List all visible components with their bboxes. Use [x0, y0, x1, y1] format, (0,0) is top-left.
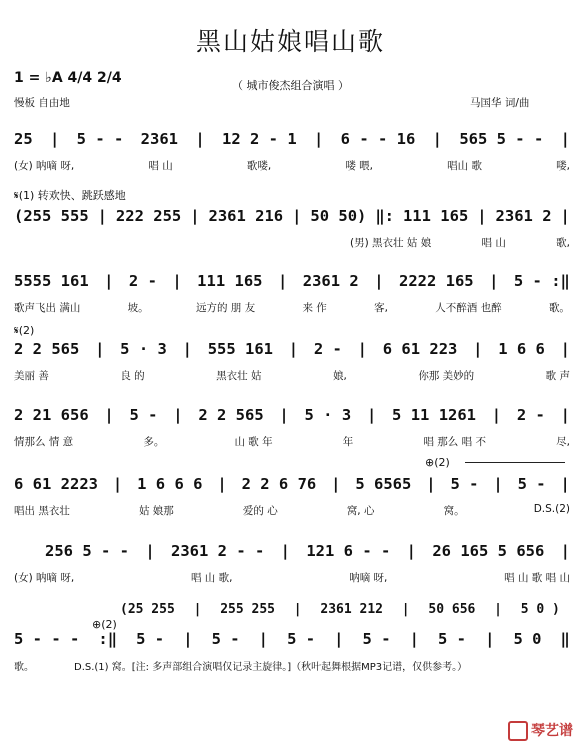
measure-notes: 2 - [128, 272, 157, 290]
measure-notes: 5 - [136, 630, 165, 648]
barline: | [560, 207, 570, 225]
barline: | [485, 630, 495, 648]
coda-sign: ⊕(2) [92, 618, 117, 631]
notation-line [14, 473, 570, 495]
lyric-text: 多。 [143, 436, 165, 448]
measure-notes: 5 - [450, 475, 479, 493]
barline: | [50, 130, 60, 148]
lyric-text: 歌声飞出 满山 [14, 302, 81, 314]
lyric-line [14, 300, 570, 315]
measure-notes: 50 50) [310, 207, 367, 225]
measure-notes: 5 - - - [14, 630, 80, 648]
lyric-text: (男) 黑衣壮 姑 娘 [350, 237, 432, 249]
segno-sign: 𝄋(1) 转欢快、跳跃感地 [14, 189, 126, 202]
logo-text: 琴艺谱 [531, 723, 573, 739]
measure-notes: 2222 165 [398, 272, 474, 290]
measure-notes: 5 6565 [355, 475, 412, 493]
lyric-text: 歌。 [14, 662, 34, 673]
barline: | [97, 207, 107, 225]
barline: | [104, 272, 114, 290]
notation-line [14, 338, 570, 360]
barline: | [293, 601, 302, 617]
measure-notes: 6 61 2223 [14, 475, 98, 493]
measure-notes: 2361 [140, 130, 178, 148]
lyric-text: 情那么 情 意 [14, 436, 74, 448]
segno-sign: 𝄋(2) [14, 324, 35, 337]
measure-notes: 5 - :‖ [513, 272, 570, 290]
lyric-text: 娘, [332, 370, 347, 382]
lyric-text: 歌 声 [545, 370, 570, 382]
measure-notes: 2 2 565 [198, 406, 264, 424]
lyric-line [14, 658, 570, 673]
barline: | [183, 630, 193, 648]
lyric-text: 年 [342, 436, 354, 448]
lyric-text: 坡。 [127, 302, 149, 314]
measure-notes: 25 [14, 130, 33, 148]
lyric-text: 喽, [556, 160, 570, 172]
barline: | [172, 272, 182, 290]
barline: | [145, 542, 155, 560]
lyric-text: 姑 娘那 [138, 505, 174, 517]
measure-notes: 2361 2 - - [171, 542, 265, 560]
barline: | [331, 475, 341, 493]
barline: | [190, 207, 200, 225]
measure-notes: 6 61 223 [382, 340, 458, 358]
lyric-text: 唱 山 [148, 160, 173, 172]
barline: | [104, 406, 114, 424]
measure-notes: 2361 216 [208, 207, 284, 225]
measure-notes: 555 161 [207, 340, 274, 358]
barline: | [409, 630, 419, 648]
barline: | [432, 130, 442, 148]
upper-voice-line [120, 600, 560, 618]
measure-notes: 5 · 3 [120, 340, 167, 358]
notation-line [45, 540, 570, 562]
barline: | [195, 130, 205, 148]
author-credit: 马国华 词/曲 [470, 97, 530, 109]
lyric-text: 来 作 [302, 302, 327, 314]
barline: | [426, 475, 436, 493]
barline: | [217, 475, 227, 493]
barline: | [366, 406, 377, 424]
barline: | [288, 340, 299, 358]
lyric-text: 远方的 朋 友 [195, 302, 256, 314]
measure-notes: (255 555 [14, 207, 89, 225]
measure-notes: 2 - [516, 406, 545, 424]
barline: | [406, 542, 416, 560]
lyric-text: (女) 呐嘀 呀, [14, 572, 75, 584]
measure-notes: 111 165 [197, 272, 263, 290]
measure-notes: 5 11 1261 [392, 406, 477, 424]
barline: | [493, 475, 503, 493]
lyric-line [14, 570, 570, 585]
barline: ‖: [375, 207, 395, 225]
barline: | [477, 207, 487, 225]
lyric-text: 窝。 [443, 505, 465, 517]
coda-sign: ⊕(2) [425, 456, 450, 469]
barline: | [473, 340, 483, 358]
measure-notes: 2361 2 [495, 207, 552, 225]
barline: | [374, 272, 384, 290]
notation-line [14, 270, 570, 292]
barline: | [258, 630, 268, 648]
lyric-line [14, 503, 570, 518]
measure-notes: 12 2 - 1 [222, 130, 297, 148]
lyric-text: 呐嘀 呀, [349, 572, 388, 584]
measure-notes: 5 - [211, 630, 240, 648]
lyric-text: (女) 呐嘀 呀, [14, 160, 75, 172]
lyric-text: 你那 美妙的 [418, 370, 475, 382]
page-title: 黑山姑娘唱山歌 [195, 27, 385, 56]
measure-notes: 256 5 - - [45, 542, 129, 560]
measure-notes: 5 - [129, 406, 158, 424]
measure-notes: 5 - [517, 475, 546, 493]
measure-notes: 5 - [438, 630, 466, 648]
barline: | [182, 340, 192, 358]
measure-notes: 2361 212 [320, 601, 383, 617]
lyric-text: D.S.(2) [533, 503, 570, 515]
measure-notes: 5 - [287, 630, 316, 648]
lyric-text: 唱 那么 唱 不 [423, 436, 486, 448]
lyric-text: 唱 山 歌 唱 山 [504, 572, 570, 584]
lyric-text: 良 的 [120, 370, 145, 382]
barline: | [292, 207, 302, 225]
notation-line [14, 128, 570, 150]
measure-notes: 565 5 - - [459, 130, 544, 148]
tempo-marking: 慢板 自由地 [14, 97, 70, 109]
lyric-text: 唱 山 [481, 237, 506, 249]
lyric-text: 唱山 歌 [447, 160, 482, 172]
lyric-line [350, 235, 570, 250]
barline: | [560, 475, 570, 493]
notation-line [14, 404, 570, 426]
site-logo [508, 720, 573, 741]
barline: | [112, 475, 123, 493]
measure-notes: 222 255 [115, 207, 182, 225]
barline: | [193, 601, 202, 617]
measure-notes: 121 6 - - [306, 542, 391, 560]
measure-notes: 5 0 [513, 630, 542, 648]
lyric-text: 喽 喂, [345, 160, 374, 172]
measure-notes: 5 - [362, 630, 391, 648]
measure-notes: 255 255 [220, 601, 275, 617]
barline: | [279, 406, 289, 424]
lyric-text: 尽, [556, 436, 570, 448]
lyric-line [14, 368, 570, 383]
barline: | [489, 272, 499, 290]
lyric-text: 唱出 黑衣壮 [14, 505, 70, 517]
measure-notes: 1 6 6 [498, 340, 545, 358]
measure-notes: 5 - - [76, 130, 124, 148]
logo-mark-icon [508, 721, 528, 741]
notation-line [14, 205, 570, 227]
measure-notes: 1 6 6 6 [137, 475, 203, 493]
barline: | [560, 406, 570, 424]
lyric-line [14, 158, 570, 173]
measure-notes: 5555 161 [14, 272, 89, 290]
lyric-text: 山 歌 年 [234, 436, 273, 448]
lyric-text: 爱的 心 [242, 505, 278, 517]
barline: | [560, 340, 570, 358]
key-signature: 1 = ♭A 4/4 2/4 [14, 70, 122, 86]
lyric-text: 歌。 [548, 302, 570, 314]
measure-notes: 26 165 5 656 [432, 542, 545, 560]
measure-notes: 2 - [313, 340, 342, 358]
barline: | [491, 406, 502, 424]
measure-notes: 111 165 [402, 207, 469, 225]
measure-notes: 2361 2 [302, 272, 359, 290]
lyric-text: 唱 山 歌, [190, 572, 233, 584]
measure-notes: 5 0 ) [520, 601, 560, 617]
barline: :‖ [98, 630, 118, 648]
tie-arc [465, 462, 565, 463]
barline: | [313, 130, 324, 148]
barline: | [334, 630, 344, 648]
lyric-text: 人不醉酒 也醉 [435, 302, 502, 314]
lyric-text: 歌喽, [246, 160, 272, 172]
notation-line [14, 628, 570, 650]
measure-notes: 5 · 3 [304, 406, 352, 424]
barline: | [95, 340, 105, 358]
measure-notes: 2 2 6 76 [241, 475, 317, 493]
measure-notes: 50 656 [428, 601, 476, 617]
barline: | [280, 542, 290, 560]
measure-notes: 2 2 565 [14, 340, 80, 358]
measure-notes: 2 21 656 [14, 406, 89, 424]
lyric-text: 客, [374, 302, 388, 314]
barline: | [357, 340, 367, 358]
barline: | [173, 406, 183, 424]
lyric-text: 歌, [556, 237, 570, 249]
subtitle: （ 城市俊杰组合演唱 ） [232, 79, 349, 92]
lyric-text: 黑衣壮 姑 [216, 370, 262, 382]
barline: | [277, 272, 288, 290]
lyric-text: D.S.(1) 窝。[注: 多声部组合演唱仅记录主旋律。]（秋叶起舞根据MP3记谱，仅供参考。） [74, 662, 468, 673]
barline: | [401, 601, 410, 617]
barline: ‖ [560, 630, 570, 648]
measure-notes: 6 - - 16 [340, 130, 416, 148]
lyric-text: 窝, 心 [346, 505, 375, 517]
measure-notes: (25 255 [120, 601, 175, 617]
barline: | [560, 542, 570, 560]
barline: | [560, 130, 570, 148]
lyric-line [14, 434, 570, 449]
lyric-text: 美丽 善 [14, 370, 49, 382]
barline: | [494, 601, 502, 617]
